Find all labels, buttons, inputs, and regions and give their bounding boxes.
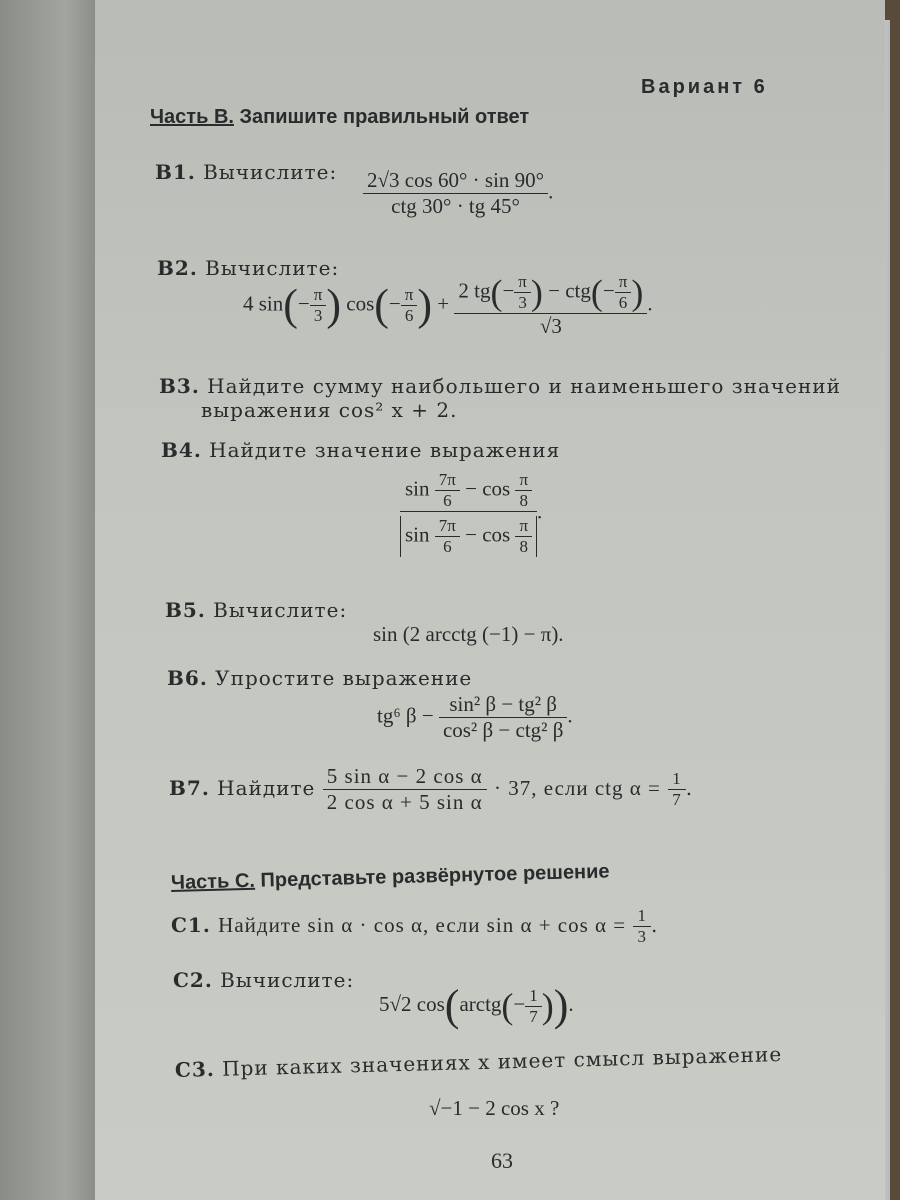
fraction-denominator: ctg 30° · tg 45° [391,194,520,218]
formula-b2: 4 sin(− $\frac{\pi}{3}$ ) cos(− $\frac{\pi}{6}$ ) + 2 tg(− $\frac{\pi}{3}$ ) − ctg(− $\frac{\pi}{6}$ ) √3 . [243,272,653,338]
part-c-label: Часть С. [170,869,256,894]
task-number: B2. [157,256,198,280]
task-number: B7. [169,776,210,800]
formula-b5: sin (2 arcctg (−1) − π). [373,622,564,646]
left-page [0,0,110,1200]
book-page [95,0,885,1200]
task-number: B3. [159,374,200,398]
task-number: C2. [173,968,213,992]
formula-c2: 5√2 cos(arctg(− $\frac{1}{7}$ )). [379,981,574,1030]
task-text: При каких значениях x имеет смысл выражение [221,1042,783,1081]
task-number: B5. [165,598,206,622]
fraction-numerator: 2√3 cos 60° · sin 90° [363,168,548,194]
task-b4 [161,438,560,462]
task-b3 [159,374,841,422]
task-text-line1: Найдите сумму наибольшего и наименьшего значений [207,374,841,398]
task-number: B4. [161,438,202,462]
task-number: B6. [167,666,208,690]
formula-b6: tg⁶ β − $\frac{\text{sin² β − tg² β}}{\text{cos² β − ctg² β}}$ . [377,692,573,742]
task-b1 [155,160,337,184]
task-c2 [173,968,354,992]
task-c1: C1. Найдите sin α · cos α, если sin α + cos α = $\frac{1}{3}$ . [171,906,659,946]
task-number: C3. [174,1056,216,1082]
task-b5 [165,598,347,622]
task-text: Найдите значение выражения [209,438,561,462]
task-text: Найдите [217,776,316,800]
task-number: C1. [171,913,211,937]
task-text: Найдите sin α · cos α, если sin α + cos α = [218,913,627,937]
part-b-title: Запишите правильный ответ [239,106,530,128]
task-b7: B7. Найдите $\frac{\text{5 sin α − 2 cos α}}{\text{2 cos α + 5 sin α}}$ · 37, если ctg α = $\frac{1}{7}$ . [169,764,694,814]
formula-b1: $\frac{2√3 \cos 60^\circ \cdot \sin 90^\circ}{\text{ctg 30° · tg 45°}}$ . [363,168,553,219]
task-text-line2: выражения cos² x + 2. [201,398,458,422]
task-text: Вычислите: [213,598,348,622]
task-text: Вычислите: [203,160,338,184]
page-number: 63 [491,1148,513,1173]
part-c-heading [171,861,610,895]
task-c3 [175,1042,783,1082]
task-b6 [167,666,472,690]
task-text: Вычислите: [220,968,355,992]
variant-title: Вариант 6 [641,76,768,98]
task-text: Упростите выражение [215,666,473,690]
part-b-heading [150,106,529,129]
task-text: Вычислите: [205,256,340,280]
formula-c3: √−1 − 2 cos x ? [429,1096,560,1120]
part-c-title: Представьте развёрнутое решение [260,860,610,892]
task-number: B1. [155,160,196,184]
part-b-label: Часть В. [150,106,234,128]
formula-b4: sin $\frac{7\pi}{6}$ − cos $\frac{\pi}{8}$ sin $\frac{7\pi}{6}$ − cos $\frac{\pi}{8}$ . [400,470,542,557]
